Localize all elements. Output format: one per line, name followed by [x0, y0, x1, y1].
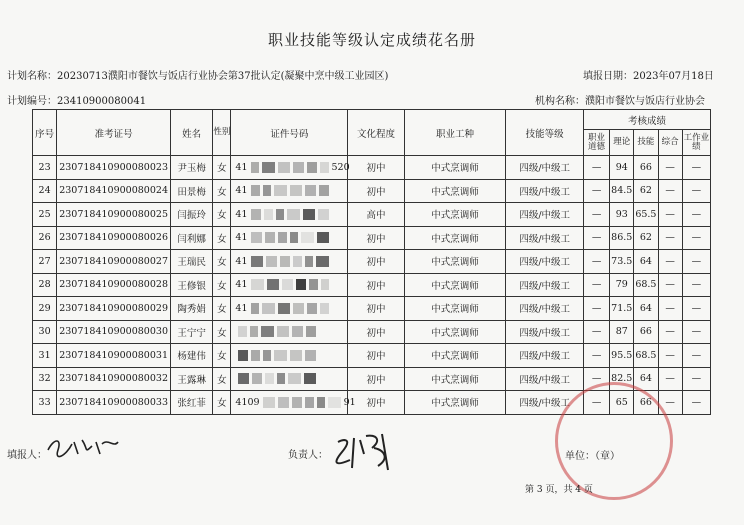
redaction-block — [293, 256, 302, 267]
redaction-block — [261, 326, 274, 337]
redaction-block — [320, 303, 329, 314]
redaction-block — [238, 350, 248, 361]
redaction-block — [319, 185, 329, 196]
cell-level: 四级/中级工 — [506, 179, 584, 203]
cell-education: 初中 — [348, 179, 404, 203]
redaction-block — [288, 373, 301, 384]
cell-name: 杨建伟 — [171, 344, 213, 368]
redaction-block — [280, 256, 290, 267]
cell-occupation: 中式烹调师 — [404, 179, 506, 203]
filler-label: 填报人： — [7, 450, 47, 461]
table-row — [33, 203, 711, 227]
cell-occupation: 中式烹调师 — [404, 226, 506, 250]
cell-gender: 女 — [213, 273, 231, 297]
cell-theory: 73.5 — [610, 250, 634, 274]
cell-comprehensive: — — [658, 156, 682, 180]
cell-name: 田景梅 — [171, 179, 213, 203]
cell-skill: 64 — [634, 250, 658, 274]
cell-id-number — [231, 391, 356, 415]
redaction-block — [305, 256, 313, 267]
table-row — [33, 344, 711, 368]
responsible-signature — [332, 430, 402, 474]
redaction-block — [276, 209, 284, 220]
table-row — [33, 250, 711, 274]
redaction-block — [316, 256, 329, 267]
cell-level: 四级/中级工 — [506, 344, 584, 368]
redaction-block — [278, 303, 290, 314]
cell-seq: 23 — [33, 156, 57, 180]
cell-performance: — — [682, 297, 710, 321]
cell-comprehensive: — — [658, 367, 682, 391]
redaction-block — [277, 326, 289, 337]
redaction-block — [307, 162, 317, 173]
redaction-block — [290, 185, 302, 196]
cell-ethics: — — [583, 179, 609, 203]
cell-name: 张红菲 — [171, 391, 213, 415]
cell-gender: 女 — [213, 297, 231, 321]
cell-id-number — [231, 156, 348, 180]
cell-performance: — — [682, 344, 710, 368]
redaction-block — [266, 256, 277, 267]
redaction-block — [263, 397, 275, 408]
redaction-block — [263, 185, 271, 196]
cell-level: 四级/中级工 — [506, 367, 584, 391]
redaction-block — [252, 373, 262, 384]
redaction-block — [251, 185, 260, 196]
cell-id-number — [231, 273, 348, 297]
cell-gender: 女 — [213, 179, 231, 203]
cell-ethics: — — [583, 226, 609, 250]
table-row — [33, 320, 711, 344]
cell-name: 陶秀娟 — [171, 297, 213, 321]
cell-name: 王露琳 — [171, 367, 213, 391]
redaction-block — [321, 279, 329, 290]
cell-seq: 24 — [33, 179, 57, 203]
unit-label: 单位：（章） — [565, 451, 620, 462]
cell-skill: 64 — [634, 367, 658, 391]
id-visible-prefix: 41 — [235, 161, 248, 173]
id-visible-suffix: 520 — [331, 161, 350, 173]
table-row — [33, 226, 711, 250]
cell-occupation: 中式烹调师 — [404, 250, 506, 274]
cell-gender: 女 — [213, 156, 231, 180]
id-visible-prefix: 41 — [235, 232, 248, 244]
redaction-block — [251, 303, 259, 314]
redaction-block — [305, 185, 316, 196]
redaction-block — [278, 162, 290, 173]
header-comprehensive: 综合 — [658, 130, 682, 156]
redaction-block — [265, 232, 275, 243]
plan-name: 计划名称：20230713濮阳市餐饮与饭店行业协会第37批认定(凝聚中烹中级工业园区) — [7, 71, 389, 82]
cell-comprehensive: — — [658, 344, 682, 368]
cell-occupation: 中式烹调师 — [404, 391, 506, 415]
table-row — [33, 179, 711, 203]
cell-occupation: 中式烹调师 — [404, 156, 506, 180]
redaction-block — [290, 350, 302, 361]
cell-comprehensive: — — [658, 203, 682, 227]
cell-performance: — — [682, 391, 710, 415]
id-visible-prefix: 41 — [235, 279, 248, 291]
redaction-block — [251, 256, 263, 267]
redaction-block — [274, 185, 287, 196]
cell-comprehensive: — — [658, 391, 682, 415]
cell-id-number — [231, 344, 348, 368]
plan-number: 计划编号：23410900080041 — [7, 96, 147, 107]
cell-theory: 65 — [610, 391, 634, 415]
cell-performance: — — [682, 273, 710, 297]
redaction-block — [282, 279, 293, 290]
cell-level: 四级/中级工 — [506, 203, 584, 227]
redaction-block — [251, 162, 259, 173]
redaction-block — [293, 303, 304, 314]
header-skill: 技能 — [634, 130, 658, 156]
cell-occupation: 中式烹调师 — [404, 273, 506, 297]
redaction-block — [292, 326, 303, 337]
cell-level: 四级/中级工 — [506, 320, 584, 344]
cell-performance: — — [682, 367, 710, 391]
cell-theory: 87 — [610, 320, 634, 344]
cell-comprehensive: — — [658, 273, 682, 297]
cell-ethics: — — [583, 344, 609, 368]
cell-ticket: 230718410900080024 — [57, 179, 171, 203]
cell-ethics: — — [583, 367, 609, 391]
cell-gender: 女 — [213, 203, 231, 227]
cell-education: 初中 — [348, 391, 404, 415]
redaction-block — [293, 162, 304, 173]
redaction-block — [317, 397, 325, 408]
cell-name: 尹玉梅 — [171, 156, 213, 180]
cell-ethics: — — [583, 320, 609, 344]
redaction-block — [304, 373, 316, 384]
header-ticket: 准考证号 — [57, 110, 171, 156]
header-id-number: 证件号码 — [231, 110, 348, 156]
redaction-block — [251, 209, 261, 220]
cell-seq: 29 — [33, 297, 57, 321]
cell-id-number — [231, 367, 348, 391]
redaction-block — [317, 232, 329, 243]
cell-occupation: 中式烹调师 — [404, 203, 506, 227]
id-visible-suffix: 91 — [343, 396, 356, 408]
redaction-block — [305, 397, 314, 408]
cell-comprehensive: — — [658, 297, 682, 321]
cell-name: 王修银 — [171, 273, 213, 297]
cell-theory: 94 — [610, 156, 634, 180]
cell-performance: — — [682, 320, 710, 344]
redaction-block — [238, 326, 247, 337]
cell-education: 初中 — [348, 320, 404, 344]
cell-skill: 68.5 — [634, 344, 658, 368]
cell-gender: 女 — [213, 391, 231, 415]
cell-ethics: — — [583, 273, 609, 297]
cell-ticket: 230718410900080031 — [57, 344, 171, 368]
cell-skill: 65.5 — [634, 203, 658, 227]
redaction-block — [265, 373, 274, 384]
organization-name: 机构名称：濮阳市餐饮与饭店行业协会 — [535, 96, 705, 107]
table-row — [33, 156, 711, 180]
header-skill-level: 技能等级 — [506, 110, 584, 156]
header-scores: 考核成绩 — [583, 110, 710, 130]
cell-theory: 79 — [610, 273, 634, 297]
redaction-block — [278, 397, 289, 408]
cell-education: 初中 — [348, 273, 404, 297]
cell-ethics: — — [583, 297, 609, 321]
cell-skill: 66 — [634, 391, 658, 415]
cell-skill: 62 — [634, 226, 658, 250]
cell-ethics: — — [583, 250, 609, 274]
cell-skill: 66 — [634, 320, 658, 344]
cell-theory: 82.5 — [610, 367, 634, 391]
cell-comprehensive: — — [658, 179, 682, 203]
header-ethics: 职业道德 — [583, 130, 609, 156]
redaction-block — [287, 209, 300, 220]
id-visible-prefix: 41 — [235, 208, 248, 220]
cell-education: 初中 — [348, 226, 404, 250]
cell-ticket: 230718410900080025 — [57, 203, 171, 227]
cell-seq: 26 — [33, 226, 57, 250]
header-name: 姓名 — [171, 110, 213, 156]
cell-seq: 28 — [33, 273, 57, 297]
header-gender: 性别 — [213, 110, 231, 156]
cell-seq: 31 — [33, 344, 57, 368]
cell-performance: — — [682, 203, 710, 227]
cell-comprehensive: — — [658, 320, 682, 344]
header-education: 文化程度 — [348, 110, 404, 156]
cell-occupation: 中式烹调师 — [404, 367, 506, 391]
redaction-block — [251, 350, 260, 361]
cell-level: 四级/中级工 — [506, 250, 584, 274]
cell-gender: 女 — [213, 226, 231, 250]
cell-ethics: — — [583, 156, 609, 180]
cell-id-number — [231, 297, 348, 321]
cell-ticket: 230718410900080029 — [57, 297, 171, 321]
cell-ticket: 230718410900080028 — [57, 273, 171, 297]
cell-level: 四级/中级工 — [506, 273, 584, 297]
cell-ticket: 230718410900080026 — [57, 226, 171, 250]
cell-performance: — — [682, 250, 710, 274]
cell-education: 高中 — [348, 203, 404, 227]
cell-ticket: 230718410900080027 — [57, 250, 171, 274]
redaction-block — [262, 303, 275, 314]
cell-level: 四级/中级工 — [506, 297, 584, 321]
redaction-block — [238, 373, 249, 384]
cell-comprehensive: — — [658, 226, 682, 250]
cell-seq: 27 — [33, 250, 57, 274]
cell-id-number — [231, 203, 348, 227]
cell-performance: — — [682, 156, 710, 180]
redaction-block — [290, 232, 298, 243]
id-visible-prefix: 41 — [235, 255, 248, 267]
redaction-block — [250, 326, 258, 337]
cell-gender: 女 — [213, 250, 231, 274]
id-visible-prefix: 41 — [235, 302, 248, 314]
cell-ticket: 230718410900080033 — [57, 391, 171, 415]
redaction-block — [263, 350, 271, 361]
redaction-block — [264, 209, 273, 220]
header-seq: 序号 — [33, 110, 57, 156]
redaction-block — [262, 162, 275, 173]
cell-seq: 33 — [33, 391, 57, 415]
table-row — [33, 297, 711, 321]
redaction-block — [274, 350, 287, 361]
cell-education: 初中 — [348, 344, 404, 368]
cell-comprehensive: — — [658, 250, 682, 274]
cell-ticket: 230718410900080023 — [57, 156, 171, 180]
redaction-block — [292, 397, 302, 408]
cell-gender: 女 — [213, 344, 231, 368]
document-title: 职业技能等级认定成绩花名册 — [267, 31, 476, 49]
id-visible-prefix: 4109 — [235, 396, 260, 408]
table-row — [33, 273, 711, 297]
redaction-block — [306, 326, 316, 337]
cell-theory: 71.5 — [610, 297, 634, 321]
cell-performance: — — [682, 179, 710, 203]
redaction-block — [301, 232, 314, 243]
redaction-block — [251, 232, 262, 243]
cell-education: 初中 — [348, 367, 404, 391]
redaction-block — [296, 279, 306, 290]
cell-name: 闫利娜 — [171, 226, 213, 250]
cell-skill: 66 — [634, 156, 658, 180]
cell-ticket: 230718410900080030 — [57, 320, 171, 344]
fill-date: 填报日期：2023年07月18日 — [583, 71, 714, 82]
redaction-block — [328, 397, 341, 408]
cell-gender: 女 — [213, 320, 231, 344]
header-performance: 工作业绩 — [682, 130, 710, 156]
cell-occupation: 中式烹调师 — [404, 344, 506, 368]
cell-occupation: 中式烹调师 — [404, 297, 506, 321]
cell-seq: 25 — [33, 203, 57, 227]
cell-seq: 30 — [33, 320, 57, 344]
redaction-block — [318, 209, 329, 220]
cell-performance: — — [682, 226, 710, 250]
redaction-block — [278, 232, 287, 243]
cell-id-number — [231, 226, 348, 250]
cell-education: 初中 — [348, 297, 404, 321]
cell-name: 闫振玲 — [171, 203, 213, 227]
cell-skill: 64 — [634, 297, 658, 321]
redaction-block — [303, 209, 315, 220]
cell-education: 初中 — [348, 156, 404, 180]
cell-education: 初中 — [348, 250, 404, 274]
filler-signature — [44, 434, 124, 460]
cell-theory: 84.5 — [610, 179, 634, 203]
cell-ethics: — — [583, 203, 609, 227]
cell-skill: 62 — [634, 179, 658, 203]
score-roster-table — [32, 109, 711, 415]
cell-id-number — [231, 320, 348, 344]
cell-theory: 95.5 — [610, 344, 634, 368]
cell-level: 四级/中级工 — [506, 156, 584, 180]
cell-name: 王宁宁 — [171, 320, 213, 344]
redaction-block — [267, 279, 279, 290]
cell-id-number — [231, 250, 348, 274]
cell-ticket: 230718410900080032 — [57, 367, 171, 391]
redaction-block — [305, 350, 316, 361]
header-occupation: 职业工种 — [404, 110, 506, 156]
page-info: 第 3 页，共 4 页 — [525, 485, 593, 495]
cell-skill: 68.5 — [634, 273, 658, 297]
cell-ethics: — — [583, 391, 609, 415]
cell-gender: 女 — [213, 367, 231, 391]
cell-name: 王瑞民 — [171, 250, 213, 274]
redaction-block — [309, 279, 318, 290]
redaction-block — [320, 162, 329, 173]
cell-seq: 32 — [33, 367, 57, 391]
redaction-block — [307, 303, 317, 314]
responsible-label: 负责人： — [288, 450, 328, 461]
header-theory: 理论 — [610, 130, 634, 156]
id-visible-prefix: 41 — [235, 185, 248, 197]
cell-theory: 93 — [610, 203, 634, 227]
cell-level: 四级/中级工 — [506, 391, 584, 415]
cell-id-number — [231, 179, 348, 203]
cell-theory: 86.5 — [610, 226, 634, 250]
cell-level: 四级/中级工 — [506, 226, 584, 250]
redaction-block — [251, 279, 264, 290]
cell-occupation: 中式烹调师 — [404, 320, 506, 344]
redaction-block — [277, 373, 285, 384]
